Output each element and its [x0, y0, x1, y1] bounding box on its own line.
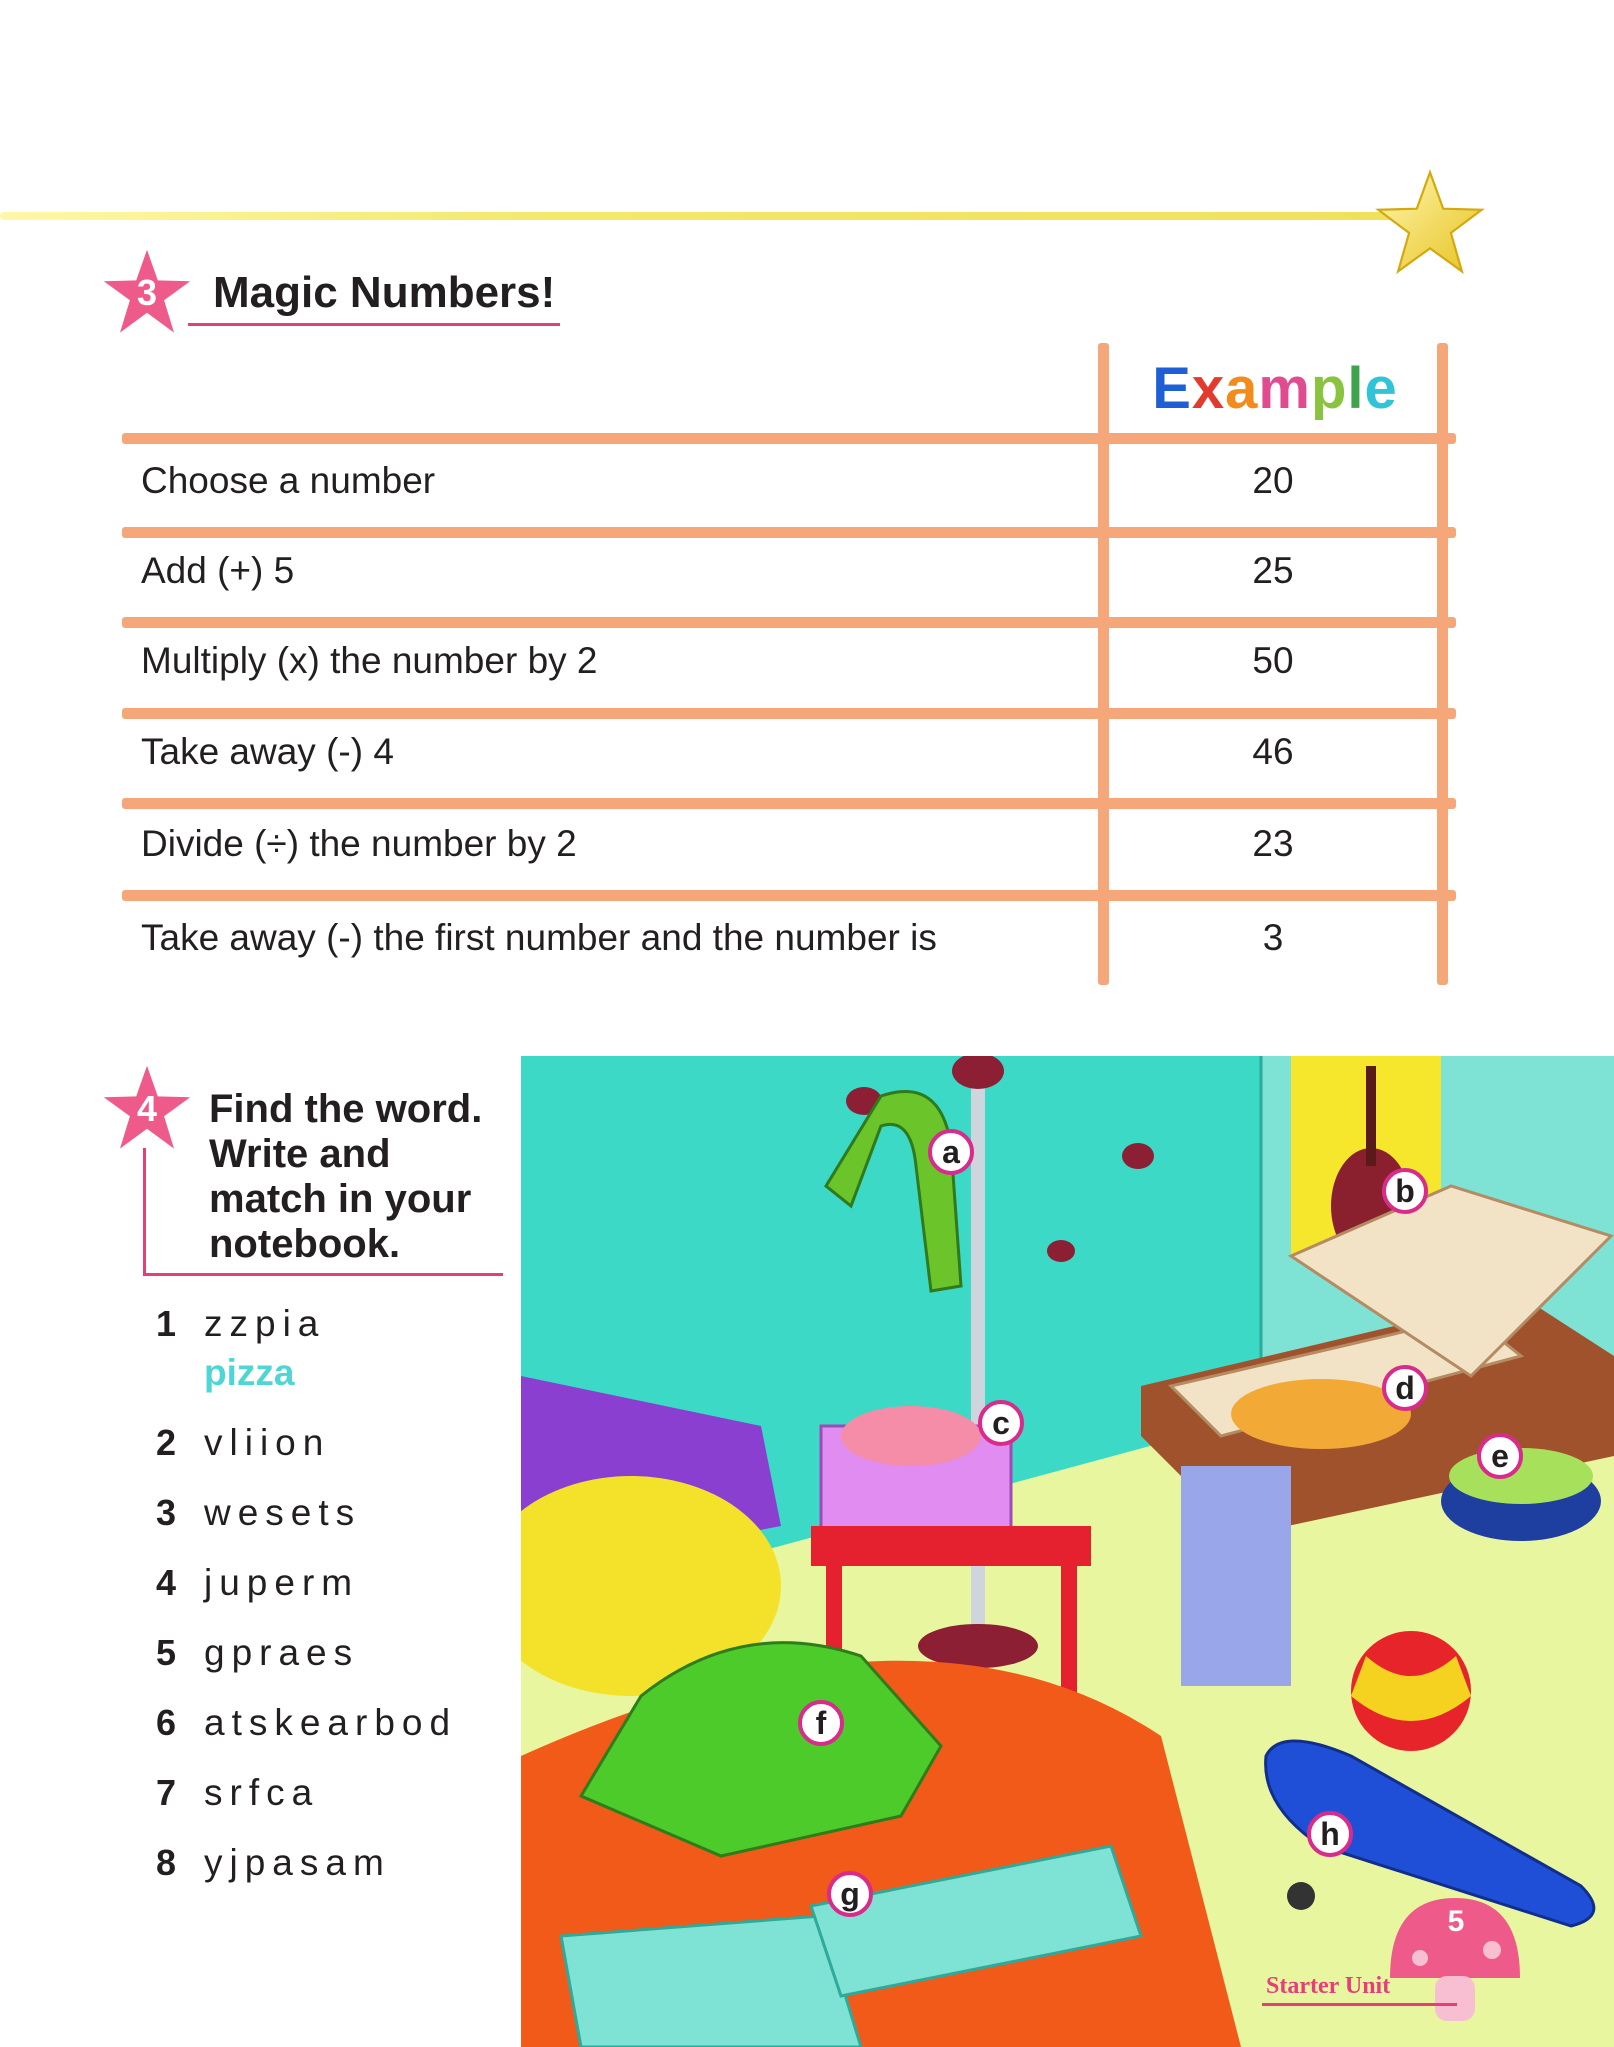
table-rule [122, 890, 1456, 901]
unit-underline [1262, 2003, 1457, 2006]
small-table [811, 1526, 1091, 1566]
table-rule [122, 798, 1456, 809]
table-row-value: 3 [1262, 917, 1284, 958]
title-underline [143, 1273, 503, 1276]
example-letter: a [1225, 356, 1259, 421]
word-number: 6 [156, 1702, 177, 1743]
jumbled-word: zzpia [204, 1303, 326, 1344]
table-rule [122, 708, 1456, 719]
example-column-header [1100, 355, 1450, 422]
table-row-label: Divide (÷) the number by 2 [141, 823, 577, 864]
table-row-value: 20 [1252, 460, 1294, 501]
word-number: 8 [156, 1842, 177, 1883]
section-title: Magic Numbers! [213, 268, 556, 317]
section-4-badge [102, 1064, 192, 1154]
example-answer: pizza [204, 1352, 295, 1393]
table-row-value: 50 [1252, 640, 1294, 681]
example-letter: e [1364, 356, 1398, 421]
section-number: 3 [136, 272, 158, 313]
title-line: notebook. [209, 1222, 401, 1266]
table-row-value: 23 [1252, 823, 1294, 864]
donuts [841, 1406, 981, 1466]
example-letter: m [1258, 356, 1311, 421]
callout-f: f [798, 1700, 844, 1746]
title-bracket [143, 1148, 146, 1276]
jumbled-word: juperm [204, 1562, 360, 1603]
jumbled-word: atskearbod [204, 1702, 458, 1743]
section-title [209, 1087, 482, 1267]
title-line: Find the word. [209, 1087, 483, 1131]
word-number: 5 [156, 1632, 177, 1673]
table-row-label: Choose a number [141, 460, 436, 501]
table-row-label: Take away (-) 4 [141, 731, 394, 772]
example-letter: l [1347, 356, 1365, 421]
table-row-label: Add (+) 5 [141, 550, 295, 591]
example-letter: x [1191, 356, 1226, 421]
word-number: 7 [156, 1772, 177, 1813]
callout-d: d [1382, 1365, 1428, 1411]
jumbled-word: yjpasam [204, 1842, 391, 1883]
table-row-value: 25 [1252, 550, 1294, 591]
callout-g: g [827, 1871, 873, 1917]
word-number: 4 [156, 1562, 177, 1603]
star-icon [1375, 168, 1485, 278]
title-underline [188, 323, 560, 326]
title-line: match in your [209, 1177, 472, 1221]
example-letter: E [1152, 356, 1192, 421]
table-rule [122, 527, 1456, 538]
section-number: 4 [136, 1088, 158, 1129]
title-line: Write and [209, 1132, 391, 1176]
jumbled-word: srfca [204, 1772, 320, 1813]
table-rule [122, 617, 1456, 628]
jumbled-word: vliion [204, 1422, 331, 1463]
jumbled-word: gpraes [204, 1632, 360, 1673]
page-number: 5 [1447, 1905, 1465, 1938]
table-row-label: Take away (-) the first number and the number is [141, 917, 937, 958]
jumbled-word: wesets [204, 1492, 362, 1533]
word-number: 1 [156, 1303, 177, 1344]
callout-a: a [928, 1129, 974, 1175]
table-row-value: 46 [1252, 731, 1294, 772]
table-row-label: Multiply (x) the number by 2 [141, 640, 598, 681]
example-letter: p [1310, 356, 1348, 421]
table-rule [122, 433, 1456, 444]
top-divider [0, 212, 1415, 220]
unit-label: Starter Unit [1266, 1973, 1391, 1999]
callout-h: h [1307, 1811, 1353, 1857]
section-3-badge [102, 248, 192, 338]
callout-e: e [1477, 1433, 1523, 1479]
callout-b: b [1382, 1168, 1428, 1214]
callout-c: c [978, 1400, 1024, 1446]
pajamas [561, 1916, 861, 2047]
desk-drawers [1181, 1466, 1291, 1686]
word-number: 3 [156, 1492, 177, 1533]
word-number: 2 [156, 1422, 177, 1463]
